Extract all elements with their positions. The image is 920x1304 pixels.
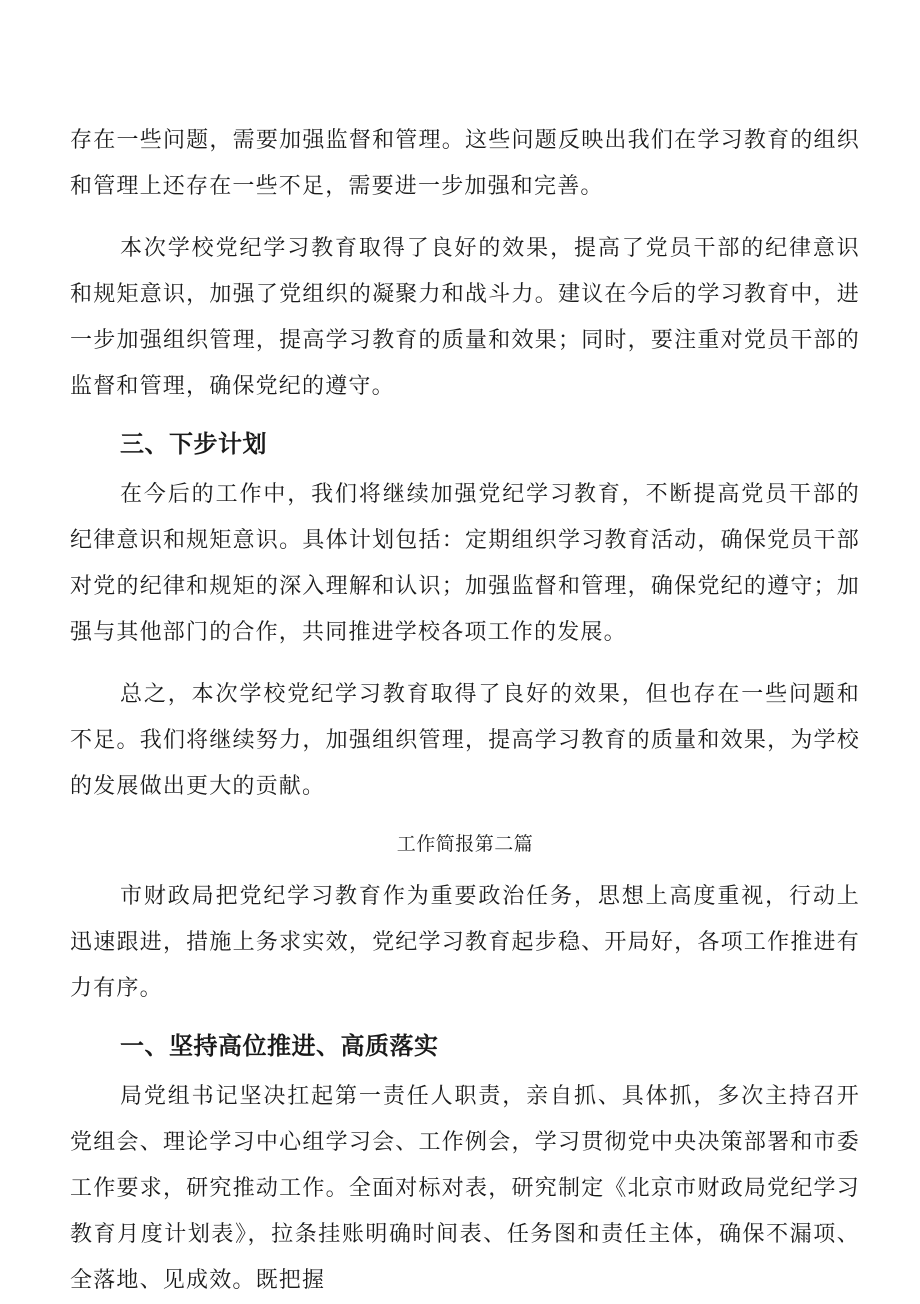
paragraph-5: 市财政局把党纪学习教育作为重要政治任务，思想上高度重视，行动上迅速跟进，措施上务求实效，党纪学习教育起步稳、开局好，各项工作推进有力有序。 <box>70 884 860 1001</box>
paragraph-1: 存在一些问题，需要加强监督和管理。这些问题反映出我们在学习教育的组织和管理上还存在一些不足，需要进一步加强和完善。 <box>70 128 860 199</box>
heading-next-plan: 三、下步计划 <box>120 430 267 458</box>
paragraph-6: 局党组书记坚决扛起第一责任人职责，亲自抓、具体抓，多次主持召开党组会、理论学习中心组学习会、工作例会，学习贯彻党中央决策部署和市委工作要求，研究推动工作。全面对标对表，研究制定《北京市财政局党纪学习教育月度计划表》，拉条挂账明确时间表、任务图和责任主体，确保不漏项、全落地、见成效。既把握 <box>70 1084 860 1293</box>
paragraph-3: 在今后的工作中，我们将继续加强党纪学习教育，不断提高党员干部的纪律意识和规矩意识。具体计划包括：定期组织学习教育活动，确保党员干部对党的纪律和规矩的深入理解和认识；加强监督和管理，确保党纪的遵守；加强与其他部门的合作，共同推进学校各项工作的发展。 <box>70 482 860 645</box>
paragraph-4: 总之，本次学校党纪学习教育取得了良好的效果，但也存在一些问题和不足。我们将继续努力，加强组织管理，提高学习教育的质量和效果，为学校的发展做出更大的贡献。 <box>70 682 860 799</box>
section-title: 工作简报第二篇 <box>396 833 534 855</box>
heading-high-level: 一、坚持高位推进、高质落实 <box>120 1032 439 1060</box>
paragraph-2: 本次学校党纪学习教育取得了良好的效果，提高了党员干部的纪律意识和规矩意识，加强了党组织的凝聚力和战斗力。建议在今后的学习教育中，进一步加强组织管理，提高学习教育的质量和效果；同时，要注重对党员干部的监督和管理，确保党纪的遵守。 <box>70 236 860 399</box>
